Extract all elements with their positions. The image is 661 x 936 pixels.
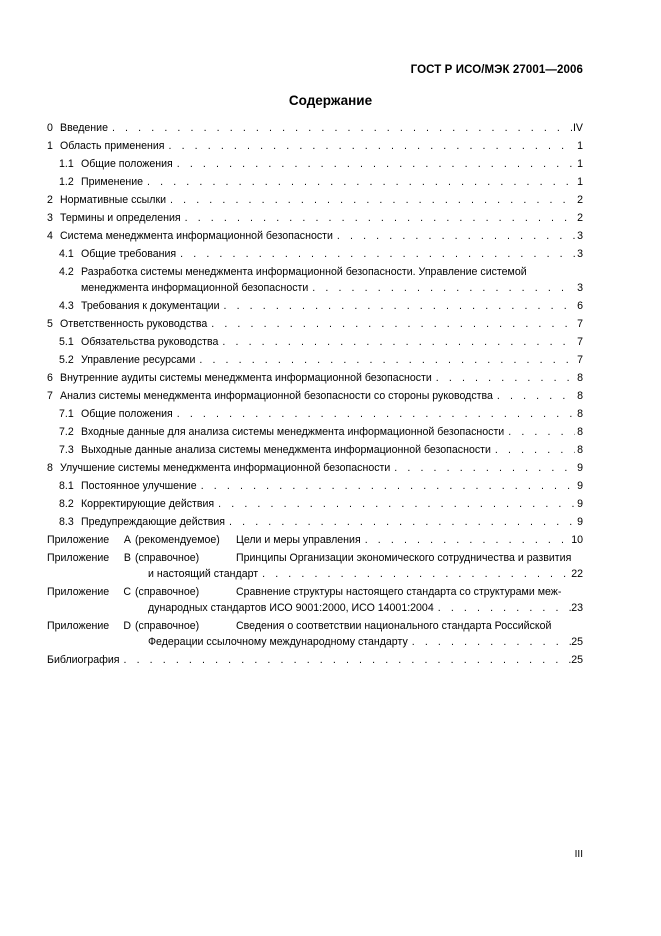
- toc-title: Термины и определения: [60, 212, 181, 224]
- dot-leader: [195, 352, 575, 368]
- toc-page: 8: [577, 408, 583, 420]
- toc-entry[interactable]: [47, 514, 583, 530]
- toc-title: Требования к документации: [81, 300, 220, 312]
- toc-entry[interactable]: [47, 424, 583, 440]
- toc-entry[interactable]: [47, 120, 583, 136]
- toc-title: Внутренние аудиты системы менеджмента информационной безопасности: [60, 372, 432, 384]
- toc-title: Постоянное улучшение: [81, 480, 197, 492]
- toc-page: 7: [577, 354, 583, 366]
- toc-appendix-entry[interactable]: [47, 532, 583, 548]
- toc-entry[interactable]: [47, 334, 583, 350]
- toc-title: Общие требования: [81, 248, 177, 260]
- dot-leader: [173, 156, 575, 172]
- appendix-kind: (справочное): [135, 586, 200, 598]
- toc-page: 8: [577, 390, 583, 402]
- dot-leader: [164, 138, 575, 154]
- page-number: III: [574, 849, 583, 860]
- toc-title: Система менеджмента информационной безопасности: [60, 230, 333, 242]
- toc-number: 2: [47, 194, 53, 206]
- dot-leader: [166, 192, 575, 208]
- toc-title: Общие положения: [81, 158, 173, 170]
- toc-number: 4.1: [59, 248, 74, 260]
- toc-page: 23: [571, 602, 583, 614]
- toc-title: Общие положения: [81, 408, 173, 420]
- dot-leader: [214, 496, 575, 512]
- dot-leader: [432, 370, 575, 386]
- toc-title: Выходные данные анализа системы менеджмента информационной безопасности: [81, 444, 491, 456]
- toc-page: 9: [577, 462, 583, 474]
- dot-leader: [225, 514, 575, 530]
- toc-entry[interactable]: [47, 174, 583, 190]
- toc-number: 5: [47, 318, 53, 330]
- toc-appendix-entry[interactable]: [47, 584, 583, 616]
- toc-page: 7: [577, 318, 583, 330]
- appendix-title-continuation: Федерации ссылочному международному стандарту: [148, 636, 408, 648]
- toc-number: 4.2: [59, 266, 74, 278]
- toc-title: Ответственность руководства: [60, 318, 208, 330]
- toc-entry[interactable]: [47, 352, 583, 368]
- toc-number: 5.1: [59, 336, 74, 348]
- toc-entry[interactable]: [47, 406, 583, 422]
- toc-entry[interactable]: [47, 478, 583, 494]
- toc-entry[interactable]: [47, 192, 583, 208]
- toc-title: Применение: [81, 176, 144, 188]
- toc-number: 4: [47, 230, 53, 242]
- toc-entry[interactable]: [47, 210, 583, 226]
- dot-leader: [197, 478, 575, 494]
- toc-entry[interactable]: [47, 246, 583, 262]
- toc-page: 22: [571, 568, 583, 580]
- toc-number: 1: [47, 140, 53, 152]
- toc-entry[interactable]: [47, 370, 583, 386]
- dot-leader: [173, 406, 575, 422]
- appendix-label: Приложение C: [47, 586, 131, 598]
- toc-title: Предупреждающие действия: [81, 516, 226, 528]
- dot-leader: [143, 174, 575, 190]
- appendix-label: Приложение B: [47, 552, 131, 564]
- toc-page: 7: [577, 336, 583, 348]
- toc-page: 1: [577, 140, 583, 152]
- toc-page: 8: [577, 372, 583, 384]
- toc-page: 25: [571, 654, 583, 666]
- page-title: Содержание: [288, 93, 373, 108]
- dot-leader: [408, 634, 571, 650]
- dot-leader: [218, 334, 575, 350]
- toc-title: Разработка системы менеджмента информационной безопасности. Управление системой: [81, 266, 527, 278]
- toc-page: 6: [577, 300, 583, 312]
- dot-leader: [308, 280, 575, 296]
- toc-entry[interactable]: [47, 442, 583, 458]
- toc-title: Входные данные для анализа системы менеджмента информационной безопасности: [81, 426, 505, 438]
- table-of-contents: [47, 120, 583, 670]
- toc-page: 10: [571, 534, 583, 546]
- toc-number: 7.3: [59, 444, 74, 456]
- toc-page: 8: [577, 426, 583, 438]
- toc-title: Область применения: [60, 140, 165, 152]
- toc-entry-bibliography[interactable]: [47, 652, 583, 668]
- toc-number: 8.3: [59, 516, 74, 528]
- toc-title: Нормативные ссылки: [60, 194, 167, 206]
- dot-leader: [181, 210, 575, 226]
- toc-number: 0: [47, 122, 53, 134]
- toc-number: 7: [47, 390, 53, 402]
- toc-page: 25: [571, 636, 583, 648]
- toc-number: 3: [47, 212, 53, 224]
- toc-number: 6: [47, 372, 53, 384]
- toc-page: 3: [577, 282, 583, 294]
- dot-leader: [504, 424, 575, 440]
- appendix-title: Сравнение структуры настоящего стандарта со структурами меж-: [236, 586, 562, 598]
- toc-entry[interactable]: [47, 138, 583, 154]
- toc-number: 7.1: [59, 408, 74, 420]
- toc-page: 3: [577, 230, 583, 242]
- dot-leader: [493, 388, 575, 404]
- appendix-title: Сведения о соответствии национального стандарта Российской: [236, 620, 552, 632]
- toc-page: 2: [577, 212, 583, 224]
- toc-entry[interactable]: [47, 388, 583, 404]
- toc-title: Корректирующие действия: [81, 498, 215, 510]
- toc-title: Введение: [60, 122, 108, 134]
- toc-appendix-entry[interactable]: [47, 550, 583, 582]
- toc-title: Анализ системы менеджмента информационной безопасности со стороны руководства: [60, 390, 493, 402]
- toc-entry[interactable]: [47, 228, 583, 244]
- appendix-kind: (справочное): [135, 620, 200, 632]
- toc-page: 9: [577, 498, 583, 510]
- toc-entry[interactable]: [47, 496, 583, 512]
- toc-page: 9: [577, 480, 583, 492]
- dot-leader: [219, 298, 575, 314]
- toc-title: Библиография: [47, 654, 120, 666]
- toc-page: 1: [577, 158, 583, 170]
- appendix-label: Приложение A: [47, 534, 131, 546]
- dot-leader: [258, 566, 571, 582]
- toc-number: 8: [47, 462, 53, 474]
- toc-page: 9: [577, 516, 583, 528]
- dot-leader: [361, 532, 572, 548]
- appendix-title: Цели и меры управления: [236, 534, 361, 546]
- dot-leader: [434, 600, 571, 616]
- dot-leader: [119, 652, 571, 668]
- toc-page: 1: [577, 176, 583, 188]
- appendix-kind: (рекомендуемое): [135, 534, 220, 546]
- toc-number: 7.2: [59, 426, 74, 438]
- appendix-label: Приложение D: [47, 620, 131, 632]
- toc-number: 4.3: [59, 300, 74, 312]
- toc-page: 3: [577, 248, 583, 260]
- toc-number: 1.2: [59, 176, 74, 188]
- toc-entry[interactable]: [47, 156, 583, 172]
- standard-designation: ГОСТ Р ИСО/МЭК 27001—2006: [410, 64, 583, 76]
- toc-title: Управление ресурсами: [81, 354, 196, 366]
- toc-page: 2: [577, 194, 583, 206]
- toc-number: 5.2: [59, 354, 74, 366]
- toc-title: Обязательства руководства: [81, 336, 219, 348]
- dot-leader: [207, 316, 575, 332]
- toc-appendix-entry[interactable]: [47, 618, 583, 650]
- dot-leader: [333, 228, 575, 244]
- appendix-title-continuation: дународных стандартов ИСО 9001:2000, ИСО 14001:2004: [148, 602, 434, 614]
- appendix-title-continuation: и настоящий стандарт: [148, 568, 259, 580]
- toc-number: 1.1: [59, 158, 74, 170]
- toc-entry[interactable]: [47, 264, 583, 296]
- toc-entry[interactable]: [47, 460, 583, 476]
- dot-leader: [176, 246, 575, 262]
- toc-page: 8: [577, 444, 583, 456]
- appendix-title: Принципы Организации экономического сотрудничества и развития: [236, 552, 572, 564]
- toc-entry[interactable]: [47, 298, 583, 314]
- toc-title: Улучшение системы менеджмента информационной безопасности: [60, 462, 391, 474]
- toc-number: 8.1: [59, 480, 74, 492]
- dot-leader: [390, 460, 575, 476]
- appendix-kind: (справочное): [135, 552, 200, 564]
- toc-entry[interactable]: [47, 316, 583, 332]
- toc-page: IV: [572, 122, 583, 134]
- dot-leader: [108, 120, 573, 136]
- dot-leader: [491, 442, 575, 458]
- toc-title-continuation: менеджмента информационной безопасности: [81, 282, 309, 294]
- toc-number: 8.2: [59, 498, 74, 510]
